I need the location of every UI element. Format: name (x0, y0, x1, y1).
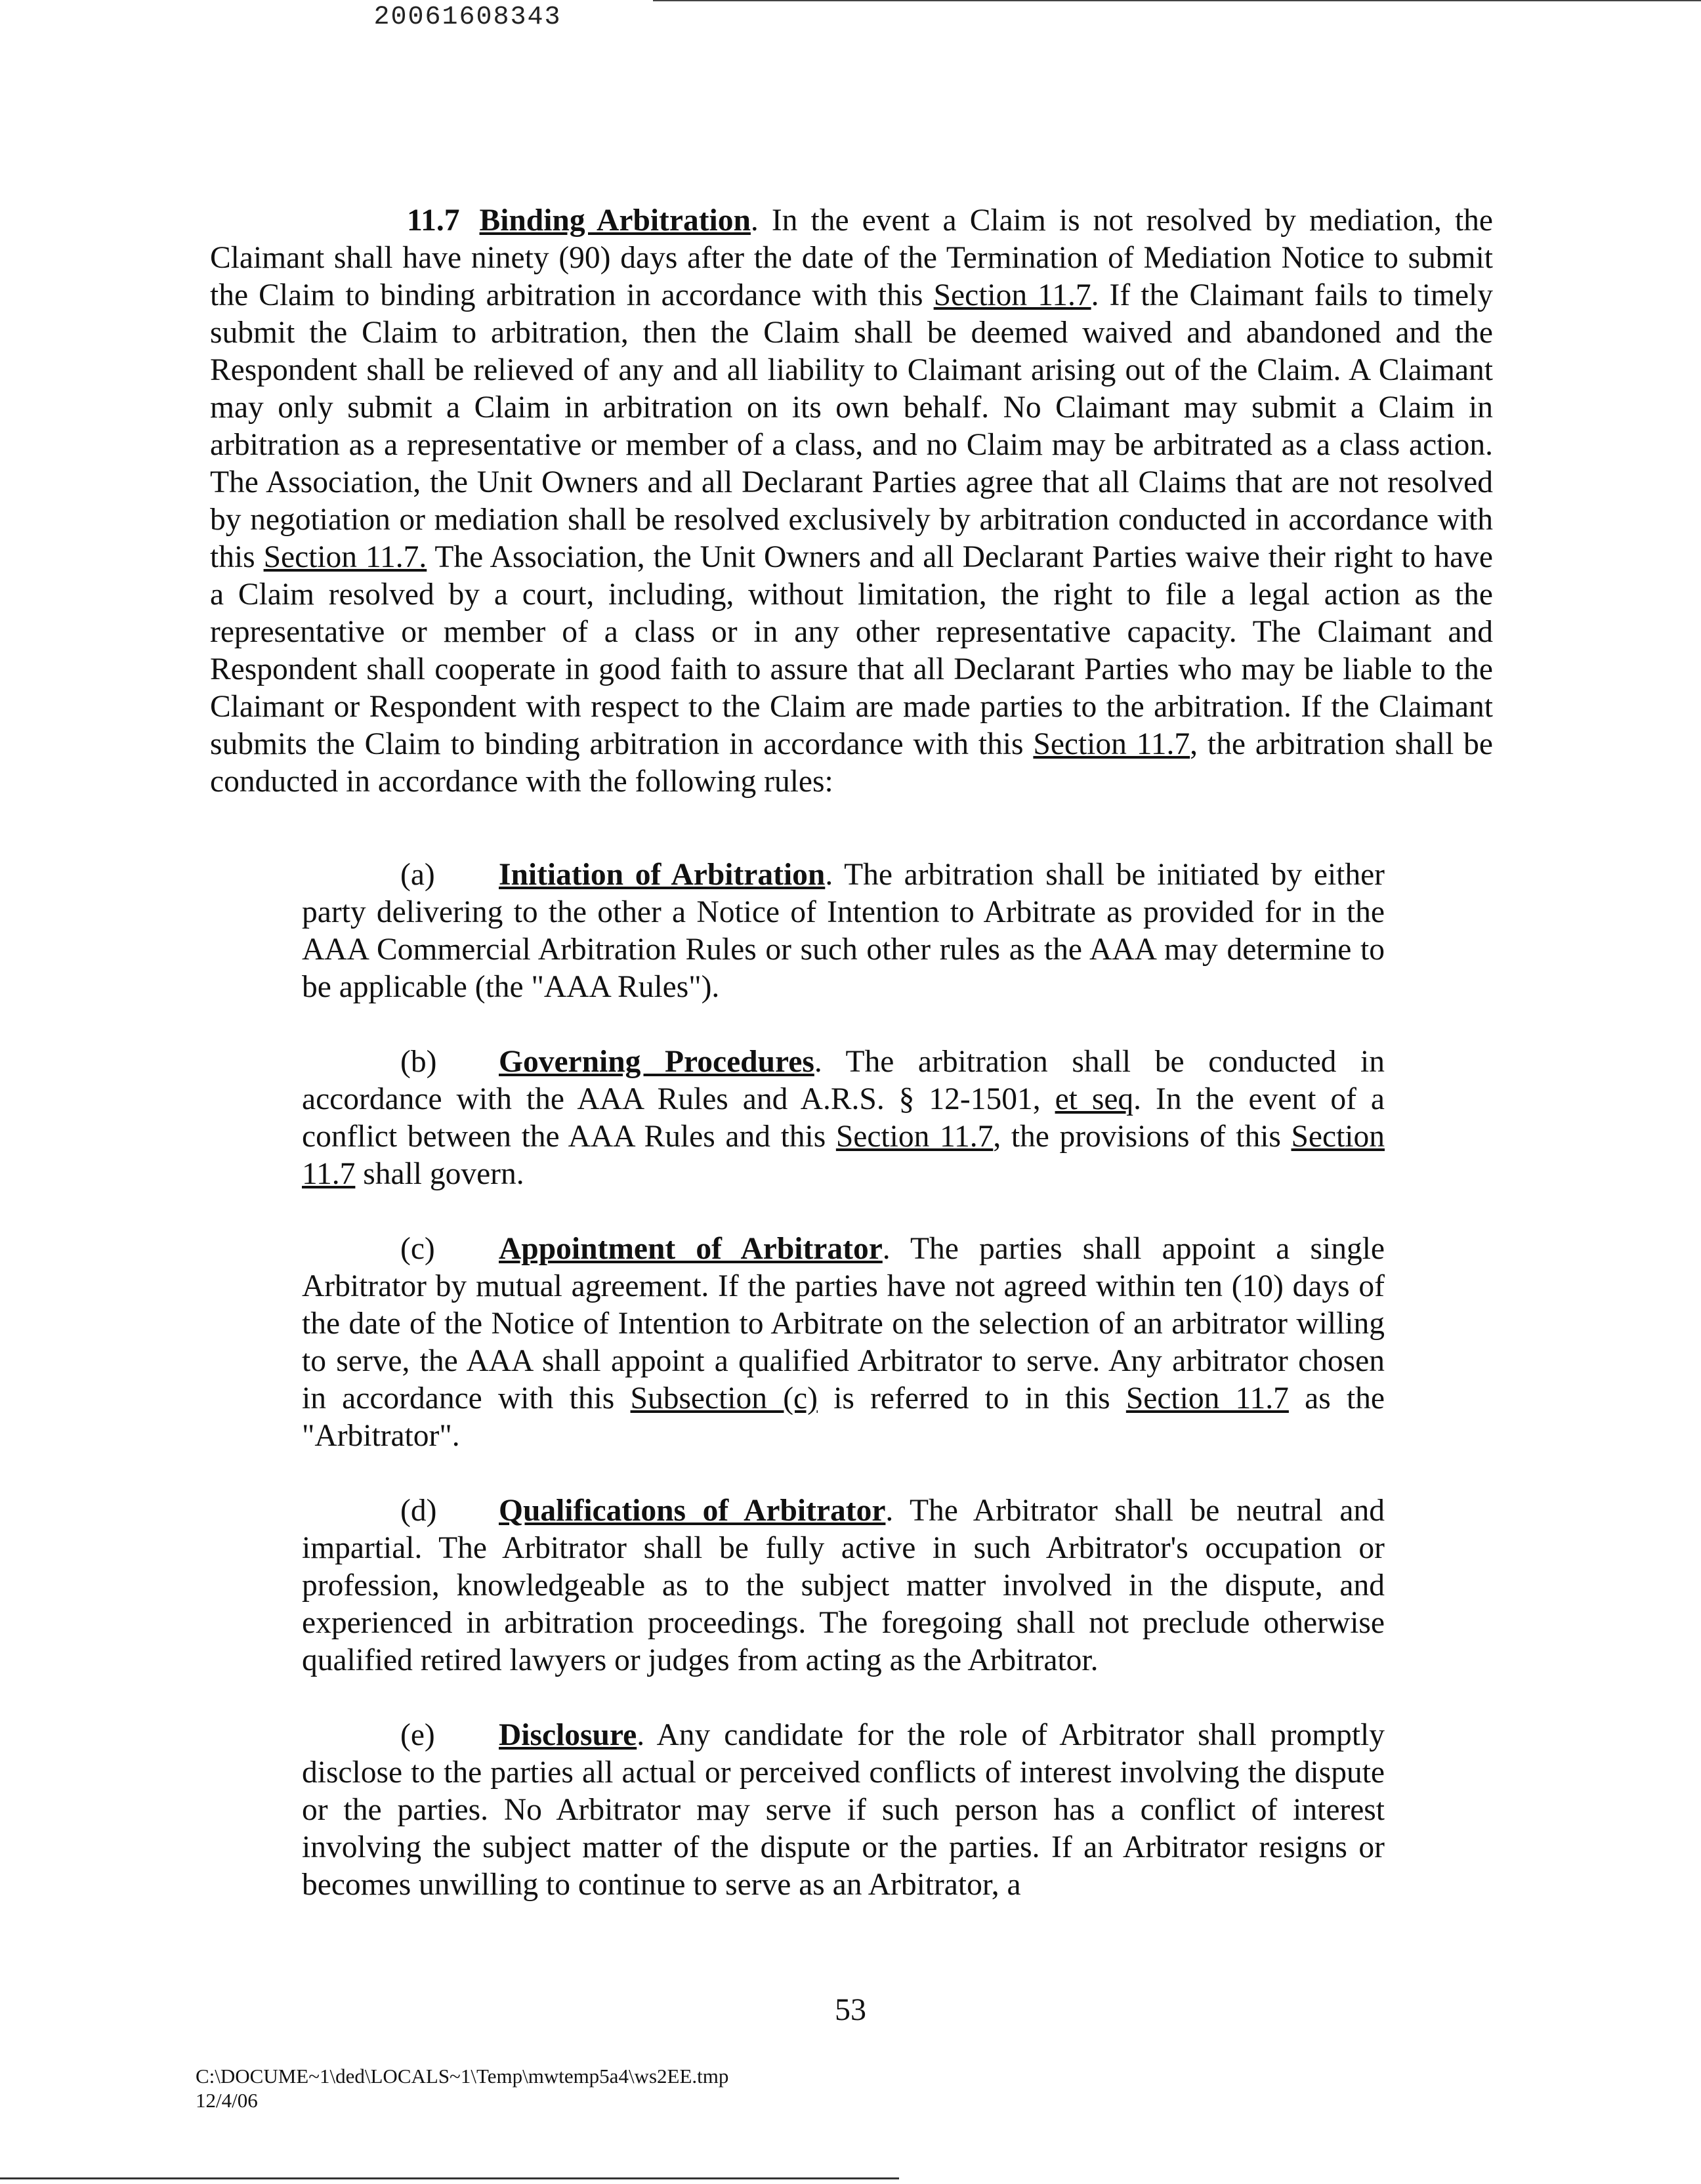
footer-file-path: C:\DOCUME~1\ded\LOCALS~1\Temp\mwtemp5a4\ws2EE.tmp (196, 2065, 729, 2088)
subsection-a-label: (a) (400, 858, 435, 892)
subsection-c-text-3: as the "Arbitrator". (302, 1381, 1385, 1453)
section-ref-3: Section 11.7 (1033, 727, 1190, 761)
subsection-b-text-3: , the provisions of this (993, 1120, 1292, 1154)
subsection-c-ref-1: Subsection (c) (630, 1381, 818, 1416)
subsection-c-ref-2: Section 11.7 (1125, 1381, 1289, 1416)
subsection-b-label: (b) (400, 1045, 437, 1079)
section-text-1: . In the event a Claim is not resolved by mediation, the Claimant shall have ninety (90) days after the date of the Termination of Mediation Notice to submit the Claim to binding arbitration in accordance with this (210, 203, 1493, 312)
subsection-e-title: Disclosure (499, 1718, 637, 1752)
subsection-e-text: . Any candidate for the role of Arbitrator shall promptly disclose to the parties all actual or perceived conflicts of interest involving the dispute or the parties. No Arbitrator may serve if such person has a conflict of interest involving the subject matter of the dispute or the parties. If an Arbitrator resigns or becomes unwilling to continue to serve as an Arbitrator, a (302, 1718, 1385, 1902)
section-text-4: , the arbitration shall be conducted in accordance with the following rules: (210, 727, 1494, 799)
section-ref-1: Section 11.7 (933, 278, 1091, 312)
subsection-c (302, 1230, 1385, 1455)
footer-date: 12/4/06 (196, 2089, 258, 2112)
subsection-a (302, 856, 1385, 1006)
subsection-c-text-1: . The parties shall appoint a single Arbitrator by mutual agreement. If the parties have not agreed within ten (10) days of the date of the Notice of Intention to Arbitrate on the selection of an arbitrator willing to serve, the AAA shall appoint a qualified Arbitrator to serve. Any arbitrator chosen in accordance with this (302, 1232, 1385, 1416)
document-body (210, 202, 1493, 1904)
document-id: 20061608343 (373, 3, 562, 32)
subsection-b (302, 1043, 1385, 1193)
subsection-e (302, 1717, 1385, 1904)
subsection-b-title: Governing Procedures (499, 1045, 814, 1079)
subsection-b-text-2: . In the event of a conflict between the AAA Rules and this (302, 1082, 1385, 1154)
subsection-a-text: . The arbitration shall be initiated by either party delivering to the other a Notice of Intention to Arbitrate as provided for in the AAA Commercial Arbitration Rules or such other rules as the AAA may determine to be applicable (the "AAA Rules"). (302, 858, 1385, 1004)
footer (196, 2064, 728, 2112)
bottom-scan-rule (0, 2177, 899, 2179)
subsection-b-text-1: . The arbitration shall be conducted in accordance with the AAA Rules and A.R.S. § 12-1501, (302, 1045, 1385, 1116)
section-text-2: . If the Claimant fails to timely submit the Claim to arbitration, then the Claim shall be deemed waived and abandoned and the Respondent shall be relieved of any and all liability to Claimant arising out of the Claim. A Claimant may only submit a Claim in arbitration on its own behalf. No Claimant may submit a Claim in arbitration as a representative or member of a class, and no Claim may be arbitrated as a class action. The Association, the Unit Owners and all Declarant Parties agree that all Claims that are not resolved by negotiation or mediation shall be resolved exclusively by arbitration conducted in accordance with this (210, 278, 1493, 574)
subsection-d-text: . The Arbitrator shall be neutral and impartial. The Arbitrator shall be fully active in such Arbitrator's occupation or profession, knowledgeable as to the subject matter involved in the dispute, and experienced in arbitration proceedings. The foregoing shall not preclude otherwise qualified retired lawyers or judges from acting as the Arbitrator. (302, 1494, 1385, 1677)
subsection-c-text-2: is referred to in this (817, 1381, 1126, 1416)
section-text-3: The Association, the Unit Owners and all Declarant Parties waive their right to have a Claim resolved by a court, including, without limitation, the right to file a legal action as the representative or member of a class or in any other representative capacity. The Claimant and Respondent shall cooperate in good faith to assure that all Declarant Parties who may be liable to the Claimant or Respondent with respect to the Claim are made parties to the arbitration. If the Claimant submits the Claim to binding arbitration in accordance with this (210, 540, 1493, 761)
subsection-d-label: (d) (400, 1494, 437, 1528)
subsection-c-title: Appointment of Arbitrator (499, 1232, 883, 1266)
subsection-d-title: Qualifications of Arbitrator (499, 1494, 886, 1528)
section-title: Binding Arbitration (479, 203, 751, 238)
section-number: 11.7 (407, 203, 460, 238)
subsection-d (302, 1492, 1385, 1679)
subsection-a-title: Initiation of Arbitration (499, 858, 826, 892)
subsection-b-ref-2: Section 11.7 (302, 1120, 1385, 1191)
section-11-7-paragraph (210, 202, 1493, 801)
page-number: 53 (835, 1992, 866, 2027)
subsection-b-ref-1: Section 11.7 (835, 1120, 994, 1154)
section-ref-2: Section 11.7. (263, 540, 427, 574)
subsection-e-label: (e) (400, 1718, 435, 1752)
top-scan-rule (653, 0, 1701, 1)
subsection-c-label: (c) (400, 1232, 435, 1266)
subsection-b-text-4: shall govern. (355, 1157, 524, 1191)
subsection-b-et-seq: et seq (1055, 1082, 1134, 1116)
